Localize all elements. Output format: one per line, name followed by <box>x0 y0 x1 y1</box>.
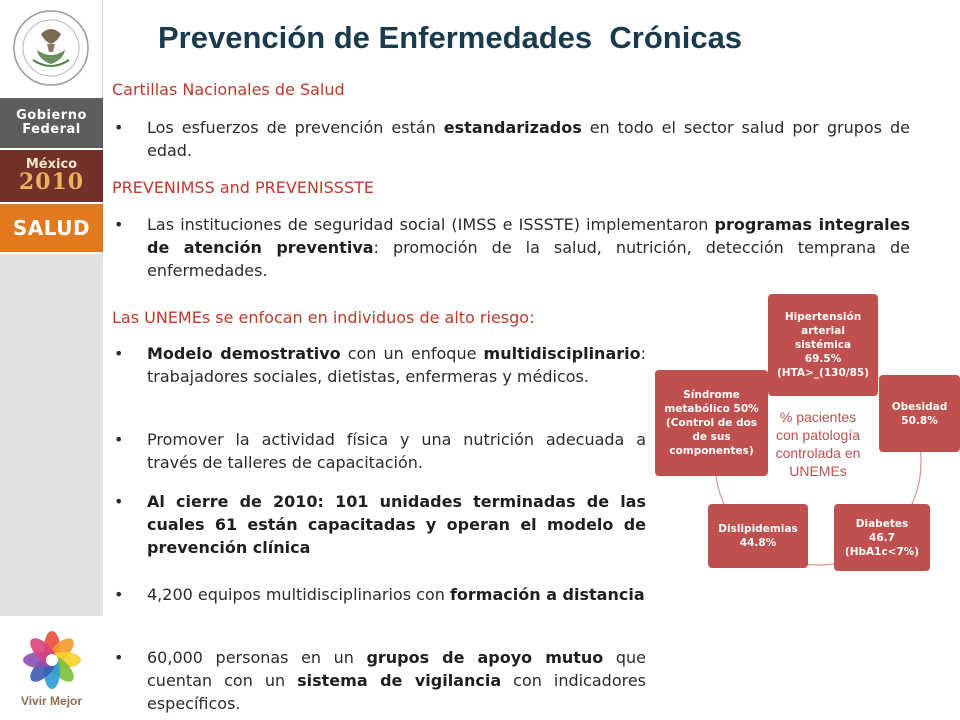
emphasis-text: grupos de apoyo mutuo <box>366 648 604 667</box>
body-text: en todo el sector salud por grupos de edad. <box>147 118 910 160</box>
bullet-text <box>147 116 910 162</box>
bullet-dot-icon: • <box>114 585 124 604</box>
left-brand-bar <box>0 0 103 720</box>
node-dislipidemias <box>708 504 808 568</box>
node-hipertension <box>768 294 878 396</box>
year-2010-label: 2010 <box>18 169 85 196</box>
node-value: 69.5% <box>804 353 842 365</box>
sidebar-gray-strip <box>0 254 103 616</box>
section-heading-prevenimss: PREVENIMSS and PREVENISSSTE <box>112 178 374 197</box>
mexico-label: México <box>25 156 78 172</box>
bullet-dot-icon: • <box>114 344 124 363</box>
bullet-item <box>112 342 646 388</box>
emphasis-text: formación a distancia <box>449 585 645 604</box>
bullet-text <box>147 342 646 388</box>
body-text: con un enfoque <box>340 344 484 363</box>
mexico-2010-band <box>0 150 103 202</box>
bullet-dot-icon: • <box>114 215 124 234</box>
node-diabetes <box>834 504 930 571</box>
bullet-item <box>112 490 646 559</box>
bullet-item <box>112 428 646 474</box>
bullet-dot-icon: • <box>114 430 124 449</box>
bullet-text <box>147 213 910 282</box>
bullet-dot-icon: • <box>114 492 124 511</box>
vivir-mejor-logo <box>0 616 103 720</box>
emphasis-text: programas integrales de atención preventiva <box>147 215 911 257</box>
salud-band <box>0 204 103 252</box>
body-text: Los esfuerzos de prevención están <box>147 118 444 137</box>
body-text: : promoción de la salud, nutrición, detección temprana de enfermedades. <box>147 238 910 280</box>
node-sindrome-metabolico <box>655 370 768 476</box>
emphasis-text: multidisciplinario <box>483 344 641 363</box>
node-label: Obesidad <box>891 400 948 413</box>
body-text: Las instituciones de seguridad social (IMSS e ISSSTE) implementaron <box>147 215 715 234</box>
bullet-dot-icon: • <box>114 118 124 137</box>
node-obesidad <box>879 375 960 452</box>
node-label: Dislipidemias <box>718 523 798 535</box>
gobierno-label: Gobierno <box>16 108 87 124</box>
emphasis-text: Modelo demostrativo <box>147 344 341 363</box>
gobierno-federal-band <box>0 98 103 148</box>
salud-label: SALUD <box>12 215 91 240</box>
node-label: Hipertensión arterial sistémica <box>784 311 862 351</box>
federal-label: Federal <box>22 122 81 137</box>
node-note: (Control de dos de sus componentes) <box>665 417 758 457</box>
page-title: Prevención de Enfermedades Crónicas <box>158 20 743 55</box>
mexico-coat-of-arms-icon <box>8 0 94 96</box>
body-text: 60,000 personas en un <box>147 648 367 667</box>
node-value: 44.8% <box>739 537 777 549</box>
body-text: Promover la actividad física y una nutrición adecuada a través de talleres de capacitación. <box>147 430 646 472</box>
node-note: (HbA1c<7%) <box>844 545 920 558</box>
section-heading-unemes: Las UNEMEs se enfocan en individuos de alto riesgo: <box>112 308 535 327</box>
bullet-text <box>147 428 646 474</box>
node-label: Síndrome metabólico 50% <box>664 389 759 415</box>
unemes-cycle-diagram <box>650 292 960 582</box>
section-heading-cartillas: Cartillas Nacionales de Salud <box>112 80 345 99</box>
bullet-item <box>112 213 910 282</box>
vivir-mejor-label: Vivir Mejor <box>20 693 83 708</box>
node-value: 50.8% <box>901 414 938 427</box>
flower-logo-icon <box>21 629 83 691</box>
emphasis-text: sistema de vigilancia <box>297 671 502 690</box>
emphasis-text: estandarizados <box>443 118 582 137</box>
bullet-text <box>147 583 646 606</box>
bullet-text <box>147 646 646 715</box>
node-label: Diabetes <box>855 517 909 530</box>
body-text: : trabajadores sociales, dietistas, enfermeras y médicos. <box>147 344 646 386</box>
bullet-item <box>112 646 646 715</box>
bullet-dot-icon: • <box>114 648 124 667</box>
emphasis-text: Al cierre de 2010: 101 unidades terminadas de las cuales 61 están capacitadas y operan el modelo de prevención clínica <box>147 492 646 557</box>
bullet-item <box>112 583 646 606</box>
body-text: 4,200 equipos multidisciplinarios con <box>147 585 450 604</box>
body-text: que cuentan con un <box>147 648 647 690</box>
node-note: (HTA>_(130/85) <box>776 367 870 379</box>
diagram-center-label: % pacientes con patología controlada en UNEMEs <box>775 409 861 479</box>
body-text: con indicadores específicos. <box>147 671 647 713</box>
bullet-item <box>112 116 910 162</box>
node-value: 46.7 <box>869 531 895 544</box>
bullet-text <box>147 490 646 559</box>
